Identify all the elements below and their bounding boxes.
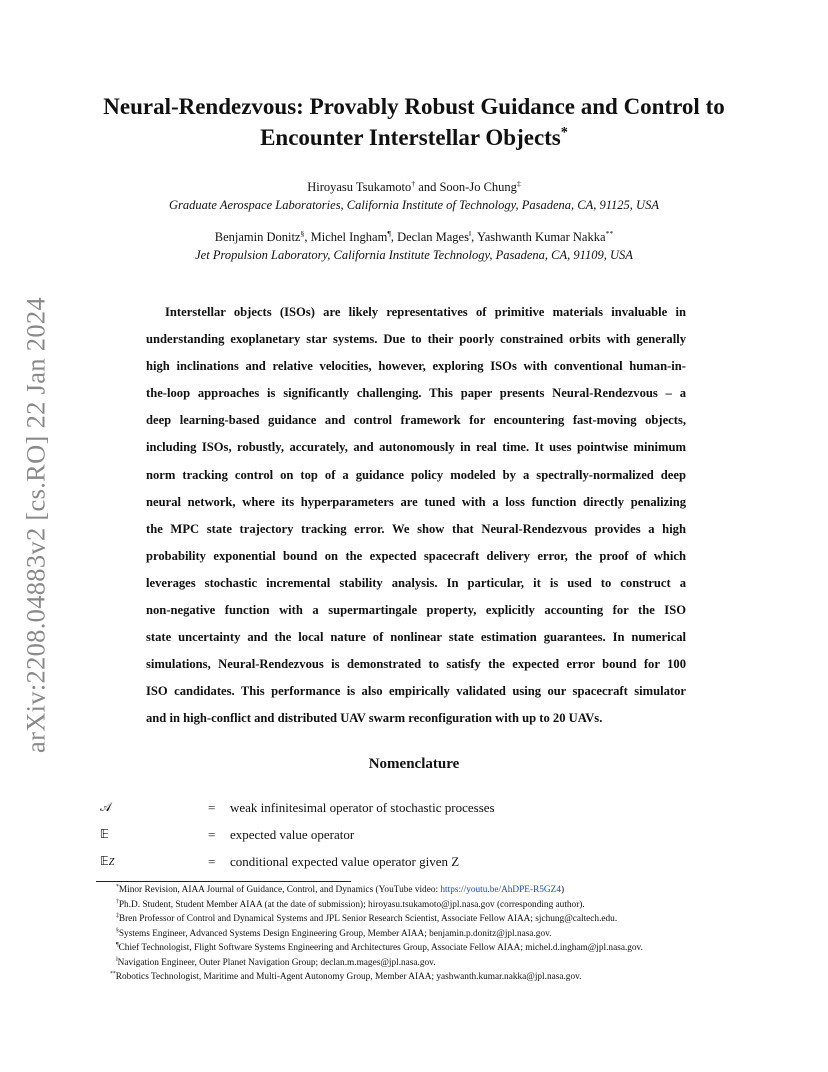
nomenclature-symbol: 𝔼Z <box>100 854 115 868</box>
abstract-line: and in high-conflict and distributed UAV swarm reconfiguration with up to 20 UAVs. <box>146 711 603 726</box>
abstract-line: probability exponential bound on the expected spacecraft delivery error, the proof of which <box>146 548 686 563</box>
affiliation-caltech: Graduate Aerospace Laboratories, California Institute of Technology, Pasadena, CA, 91125, USA <box>169 198 659 212</box>
footnote <box>96 898 776 913</box>
affiliation-jpl: Jet Propulsion Laboratory, California Institute Technology, Pasadena, CA, 91109, USA <box>195 248 633 262</box>
abstract-line: the-loop approaches is significantly challenging. This paper presents Neural-Rendezvous – a <box>146 386 686 401</box>
title-footnote-mark: * <box>560 124 568 141</box>
arxiv-side-stamp <box>16 290 56 760</box>
abstract <box>146 299 686 733</box>
footnote-mark: ‡ <box>116 912 119 919</box>
abstract-line: ISO candidates. This performance is also empirically validated using our spacecraft simulator <box>146 684 686 699</box>
footnote-text-end: ) <box>560 885 565 895</box>
footnote-mark: ** <box>110 970 116 977</box>
author-name: Yashwanth Kumar Nakka <box>476 230 606 244</box>
abstract-line: leverages stochastic incremental stability analysis. In particular, it is used to construct a <box>146 575 686 590</box>
nomenclature-entry <box>100 827 720 847</box>
nomenclature-equals: = <box>208 800 216 815</box>
author-mark: ‖ <box>468 228 472 238</box>
footnote-text: Chief Technologist, Flight Software Systems Engineering and Architectures Group, Associate Fellow AIAA; michel.d.ingham@jpl.nasa.gov. <box>118 943 643 953</box>
author-name: Soon-Jo Chung <box>439 180 517 194</box>
nomenclature-entry <box>100 800 720 820</box>
paper-title <box>60 91 768 153</box>
abstract-line: neural network, where its hyperparameters are tuned with a loss function directly penalizing <box>146 494 686 509</box>
footnote-text: Bren Professor of Control and Dynamical Systems and JPL Senior Research Scientist, Associate Fellow AIAA; sjchung@caltech.edu. <box>118 914 618 924</box>
footnote <box>96 970 776 985</box>
footnote-mark: * <box>116 883 119 890</box>
nomenclature-equals: = <box>208 854 216 869</box>
abstract-line: deep learning-based guidance and control framework for encountering fast-moving objects, <box>146 413 686 428</box>
abstract-line: high inclinations and relative velocities, however, exploring ISOs with conventional human-in- <box>146 359 686 374</box>
footnote-mark: ‖ <box>116 956 118 963</box>
footnote-mark: ¶ <box>116 941 119 948</box>
author-names-jpl: Benjamin Donitz§, Michel Ingham¶, Declan Mages‖, Yashwanth Kumar Nakka** <box>214 228 614 244</box>
abstract-line: the MPC state trajectory tracking error. We show that Neural-Rendezvous provides a high <box>146 521 686 536</box>
abstract-line: non-negative function with a supermartingale property, explicitly accounting for the ISO <box>146 603 686 618</box>
abstract-line: simulations, Neural-Rendezvous is demonstrated to satisfy the expected error bound for 100 <box>146 657 686 672</box>
footnote-divider <box>96 881 351 882</box>
nomenclature-definition: expected value operator <box>230 827 355 842</box>
abstract-line: including ISOs, robustly, accurately, and autonomously in real time. It uses pointwise minimum <box>146 440 686 455</box>
nomenclature-definition: weak infinitesimal operator of stochastic processes <box>230 800 495 815</box>
title-line-1: Neural-Rendezvous: Provably Robust Guidance and Control to <box>103 94 725 119</box>
author-block-caltech <box>60 178 768 214</box>
author-block-jpl <box>60 228 768 264</box>
nomenclature-symbol: 𝔼 <box>100 827 109 841</box>
nomenclature-definition: conditional expected value operator given Z <box>230 854 460 869</box>
footnote <box>96 912 776 927</box>
footnote-text: Systems Engineer, Advanced Systems Design Engineering Group, Member AIAA; benjamin.p.donitz@jpl.nasa.gov. <box>118 928 552 939</box>
author-mark: ¶ <box>387 228 391 238</box>
footnote <box>96 927 776 942</box>
nomenclature-equals: = <box>208 827 216 842</box>
footnotes <box>96 883 776 985</box>
footnote-text: Robotics Technologist, Maritime and Multi-Agent Autonomy Group, Member AIAA; yashwanth.kumar.nakka@jpl.nasa.gov. <box>115 972 582 982</box>
footnote-text: Navigation Engineer, Outer Planet Navigation Group; declan.m.mages@jpl.nasa.gov. <box>117 957 436 968</box>
author-mark: ‡ <box>516 178 521 188</box>
nomenclature-entry <box>100 854 720 874</box>
author-name: Michel Ingham <box>310 230 388 244</box>
footnote-mark: § <box>116 927 119 934</box>
author-name: Declan Mages <box>397 230 469 244</box>
abstract-line: understanding exoplanetary star systems. Due to their poorly constrained orbits with generally <box>146 332 686 347</box>
abstract-line: norm tracking control on top of a guidance policy modeled by a spectrally-normalized deep <box>146 467 686 482</box>
footnote <box>96 941 776 956</box>
nomenclature-heading: Nomenclature <box>368 756 460 772</box>
author-mark: § <box>300 228 305 238</box>
footnote-mark: † <box>116 898 119 905</box>
author-names-caltech <box>60 178 768 196</box>
title-line-2 <box>60 122 768 153</box>
title-line-2-text: Encounter Interstellar Objects <box>260 125 561 150</box>
nomenclature-symbol: 𝒜 <box>100 800 112 814</box>
footnote <box>96 883 776 898</box>
author-name: Benjamin Donitz <box>214 230 301 244</box>
footnote <box>96 956 776 971</box>
arxiv-identifier: arXiv:2208.04883v2 [cs.RO] 22 Jan 2024 <box>20 297 51 753</box>
footnote-text: Ph.D. Student, Student Member AIAA (at the date of submission); hiroyasu.tsukamoto@jpl.nasa.gov (corresponding author). <box>118 899 585 910</box>
author-mark: ** <box>605 228 614 238</box>
abstract-line: Interstellar objects (ISOs) are likely representatives of primitive materials invaluable in <box>165 305 686 319</box>
author-mark: † <box>411 178 416 188</box>
abstract-line: state uncertainty and the local nature of nonlinear state estimation guarantees. In numerical <box>146 630 686 645</box>
author-joiner: and <box>415 180 440 194</box>
author-name: Hiroyasu Tsukamoto <box>307 180 412 194</box>
footnote-text: Minor Revision, AIAA Journal of Guidance, Control, and Dynamics (YouTube video: <box>118 885 441 895</box>
youtube-video-link[interactable]: https://youtu.be/AhDPE-R5GZ4 <box>440 885 561 895</box>
